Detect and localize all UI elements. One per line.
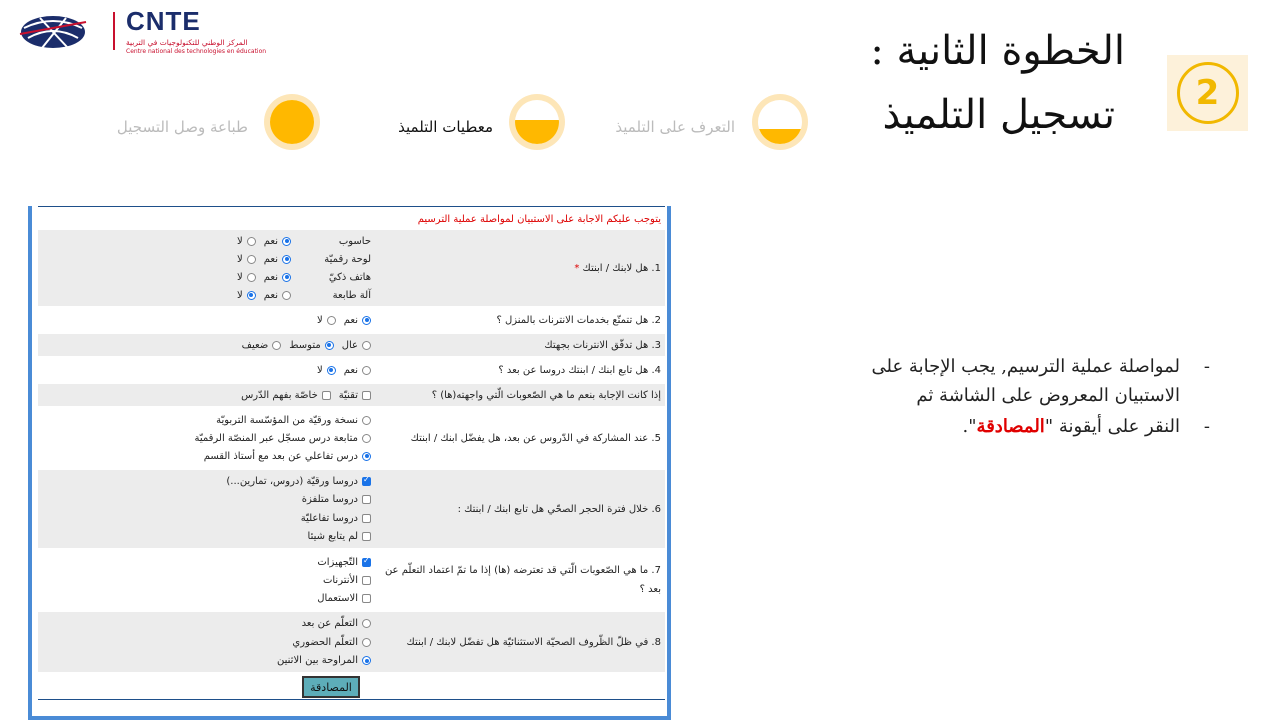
progress-step-3-label: طباعة وصل التسجيل [116,118,248,136]
logo-subtitle-fr: Centre national des technologies en éducation [126,48,267,55]
question-6-label: 6. خلال فترة الحجر الصحّي هل تابع ابنك / ابنتك : [457,503,661,515]
step-subtitle: تسجيل التلميذ [882,92,1115,138]
question-4-row: 4. هل تابع ابنك / ابنتك دروسا عن بعد ؟ نعم لا [38,359,665,381]
radio-no[interactable] [247,255,256,264]
question-7-label: 7. ما هي الصّعوبات الّتي قد تعترضه (ها) إذا ما تمّ اعتماد التعلّم عن بعد ؟ [384,565,661,595]
radio-no[interactable] [327,366,336,375]
question-2-label: 2. هل تتمتّع بخدمات الانترنات بالمنزل ؟ [496,314,661,326]
radio-medium[interactable] [325,341,334,350]
instructions [850,352,1210,443]
radio-recorded-lesson[interactable] [362,434,371,443]
progress-step-1-label: التعرف على التلميذ [615,118,735,136]
radio-in-person[interactable] [362,638,371,647]
checkbox-nothing[interactable] [362,532,371,541]
progress-step-2-label: معطيات التلميذ [398,118,493,136]
checkbox-paper-lessons[interactable] [362,477,371,486]
question-7-row: 7. ما هي الصّعوبات الّتي قد تعترضه (ها) إذا ما تمّ اعتماد التعلّم عن بعد ؟ ✓ التّجهيزات الأنترنات الاستعمال [38,551,665,609]
question-3-row: 3. هل تدفّق الانترنات بجهتك عال متوسط ضعيف [38,334,665,356]
step-number-badge [1167,55,1248,131]
radio-yes[interactable] [282,237,291,246]
radio-weak[interactable] [272,341,281,350]
question-4-label: 4. هل تابع ابنك / ابنتك دروسا عن بعد ؟ [498,364,661,376]
radio-yes[interactable] [282,291,291,300]
question-2-row: 2. هل تتمتّع بخدمات الانترنات بالمنزل ؟ نعم لا [38,309,665,331]
device-row: آلة طابعة نعم لا [237,289,371,301]
checkbox-equipment[interactable] [362,558,371,567]
checkbox-technical[interactable] [362,391,371,400]
radio-remote[interactable] [362,619,371,628]
question-8-row: 8. في ظلّ الظّروف الصحيّة الاستثنائيّة هل تفضّل لابنك / ابنتك التعلّم عن بعد التعلّم الحضوري المراوحة بين الاثنين [38,612,665,672]
checkbox-usage[interactable] [362,594,371,603]
question-6-row: 6. خلال فترة الحجر الصحّي هل تابع ابنك / ابنتك : ✓ دروسا ورقيّة (دروس، تمارين...) دروسا متلفزة دروسا تفاعليّة لم يتابع شيئا [38,470,665,548]
progress-step-3-icon [264,94,320,150]
radio-yes[interactable] [362,366,371,375]
radio-yes[interactable] [362,316,371,325]
question-1-answers [38,230,379,306]
question-5-row: 5. عند المشاركة في الدّروس عن بعد، هل يفضّل ابنك / ابنتك نسخة ورقيّة من المؤسّسة التربويّة متابعة درس مسجّل عبر المنصّة الرقميّة درس تفاعلي عن بعد مع أستاذ القسم [38,409,665,467]
progress-step-2-icon [509,94,565,150]
device-row: حاسوب نعم لا [237,235,371,247]
checkbox-interactive-lessons[interactable] [362,514,371,523]
validate-keyword: المصادقة [976,416,1045,437]
radio-paper-copy[interactable] [362,416,371,425]
radio-no[interactable] [327,316,336,325]
questionnaire-form [38,206,665,675]
step-number: 2 [1177,62,1239,124]
logo-brand: CNTE [126,6,201,36]
radio-hybrid[interactable] [362,656,371,665]
checkbox-internet[interactable] [362,576,371,585]
radio-yes[interactable] [282,273,291,282]
question-1-label: 1. هل لابنك / ابنتك * [574,262,661,274]
radio-no[interactable] [247,291,256,300]
radio-interactive-lesson[interactable] [362,452,371,461]
cnte-logo [18,6,288,55]
radio-yes[interactable] [282,255,291,264]
device-row: هاتف ذكيّ نعم لا [237,271,371,283]
question-1-row [38,230,665,306]
progress-step-1-icon [752,94,808,150]
checkbox-understanding[interactable] [322,391,331,400]
radio-high[interactable] [362,341,371,350]
instruction-1: - لمواصلة عملية الترسيم, يجب الإجابة على الاستبيان المعروض على الشاشة ثم [871,356,1210,406]
globe-logo-icon [18,8,88,52]
instruction-2: - النقر على أيقونة "المصادقة". [962,416,1210,437]
form-warning: يتوجب عليكم الاجابة على الاستبيان لمواصلة عملية الترسيم [417,214,661,225]
step-title: الخطوة الثانية : [870,28,1125,74]
question-4b-label: إذا كانت الإجابة بنعم ما هي الصّعوبات الّتي واجهته(ها) ؟ [431,389,661,401]
radio-no[interactable] [247,273,256,282]
validate-button[interactable]: المصادقة [302,676,360,698]
form-screenshot [28,206,671,720]
device-row: لوحة رقميّة نعم لا [237,253,371,265]
logo-subtitle-ar: المركز الوطني للتكنولوجيات في التربية [126,38,248,47]
question-8-label: 8. في ظلّ الظّروف الصحيّة الاستثنائيّة هل تفضّل لابنك / ابنتك [406,636,661,648]
checkbox-tv-lessons[interactable] [362,495,371,504]
question-4b-row: إذا كانت الإجابة بنعم ما هي الصّعوبات الّتي واجهته(ها) ؟ تقنيّة خاصّة بفهم الدّرس [38,384,665,406]
question-5-label: 5. عند المشاركة في الدّروس عن بعد، هل يفضّل ابنك / ابنتك [410,432,661,444]
radio-no[interactable] [247,237,256,246]
question-3-label: 3. هل تدفّق الانترنات بجهتك [544,339,661,351]
